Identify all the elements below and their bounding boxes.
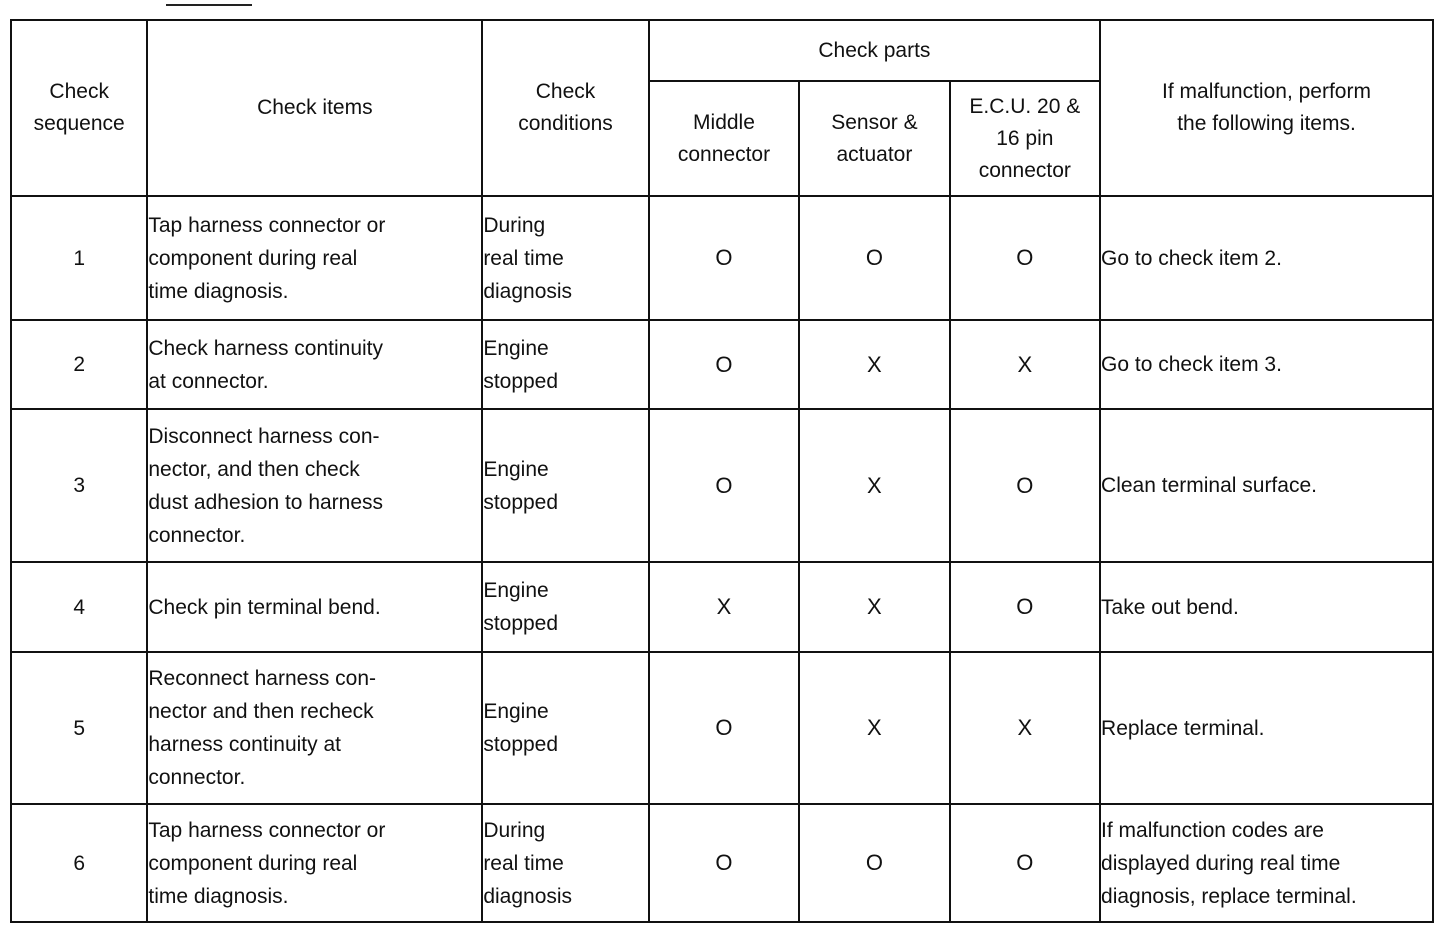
condition-cell: Engine stopped [482,409,648,562]
sequence-cell: 4 [11,562,147,652]
action-cell: Clean terminal surface. [1100,409,1433,562]
sequence-cell: 1 [11,196,147,320]
ecu-mark: X [950,652,1100,804]
middle-mark: O [649,652,799,804]
action-cell: Take out bend. [1100,562,1433,652]
sensor-mark: X [799,652,949,804]
item-cell: Disconnect harness con- nector, and then check dust adhesion to harness connector. [147,409,482,562]
header-action: If malfunction, perform the following items. [1100,20,1433,196]
sequence-cell: 5 [11,652,147,804]
action-cell: Go to check item 3. [1100,320,1433,409]
table-row [11,409,1433,562]
action-cell: Go to check item 2. [1100,196,1433,320]
action-cell: If malfunction codes are displayed during real time diagnosis, replace terminal. [1100,804,1433,922]
sensor-mark: X [799,562,949,652]
item-cell: Check pin terminal bend. [147,562,482,652]
sequence-cell: 6 [11,804,147,922]
sensor-mark: X [799,409,949,562]
table-row [11,652,1433,804]
condition-cell: Engine stopped [482,562,648,652]
sequence-cell: 2 [11,320,147,409]
middle-mark: O [649,196,799,320]
action-cell: Replace terminal. [1100,652,1433,804]
condition-cell: During real time diagnosis [482,804,648,922]
header-conditions: Check conditions [482,20,648,196]
middle-mark: O [649,804,799,922]
ecu-mark: O [950,562,1100,652]
header-ecu-connector: E.C.U. 20 & 16 pin connector [950,81,1100,196]
sensor-mark: O [799,804,949,922]
header-check-parts: Check parts [649,20,1100,81]
condition-cell: During real time diagnosis [482,196,648,320]
middle-mark: O [649,320,799,409]
table-row [11,804,1433,922]
header-row-1 [11,20,1433,81]
top-rule [166,4,252,6]
header-middle-connector: Middle connector [649,81,799,196]
ecu-mark: O [950,196,1100,320]
check-table [10,19,1434,923]
middle-mark: X [649,562,799,652]
sensor-mark: O [799,196,949,320]
table-row [11,562,1433,652]
header-items: Check items [147,20,482,196]
header-sequence: Check sequence [11,20,147,196]
table-row [11,196,1433,320]
header-sensor-actuator: Sensor & actuator [799,81,949,196]
ecu-mark: O [950,804,1100,922]
condition-cell: Engine stopped [482,652,648,804]
ecu-mark: O [950,409,1100,562]
condition-cell: Engine stopped [482,320,648,409]
item-cell: Tap harness connector or component during real time diagnosis. [147,196,482,320]
table-row [11,320,1433,409]
item-cell: Reconnect harness con- nector and then recheck harness continuity at connector. [147,652,482,804]
ecu-mark: X [950,320,1100,409]
item-cell: Check harness continuity at connector. [147,320,482,409]
item-cell: Tap harness connector or component during real time diagnosis. [147,804,482,922]
middle-mark: O [649,409,799,562]
sequence-cell: 3 [11,409,147,562]
sensor-mark: X [799,320,949,409]
